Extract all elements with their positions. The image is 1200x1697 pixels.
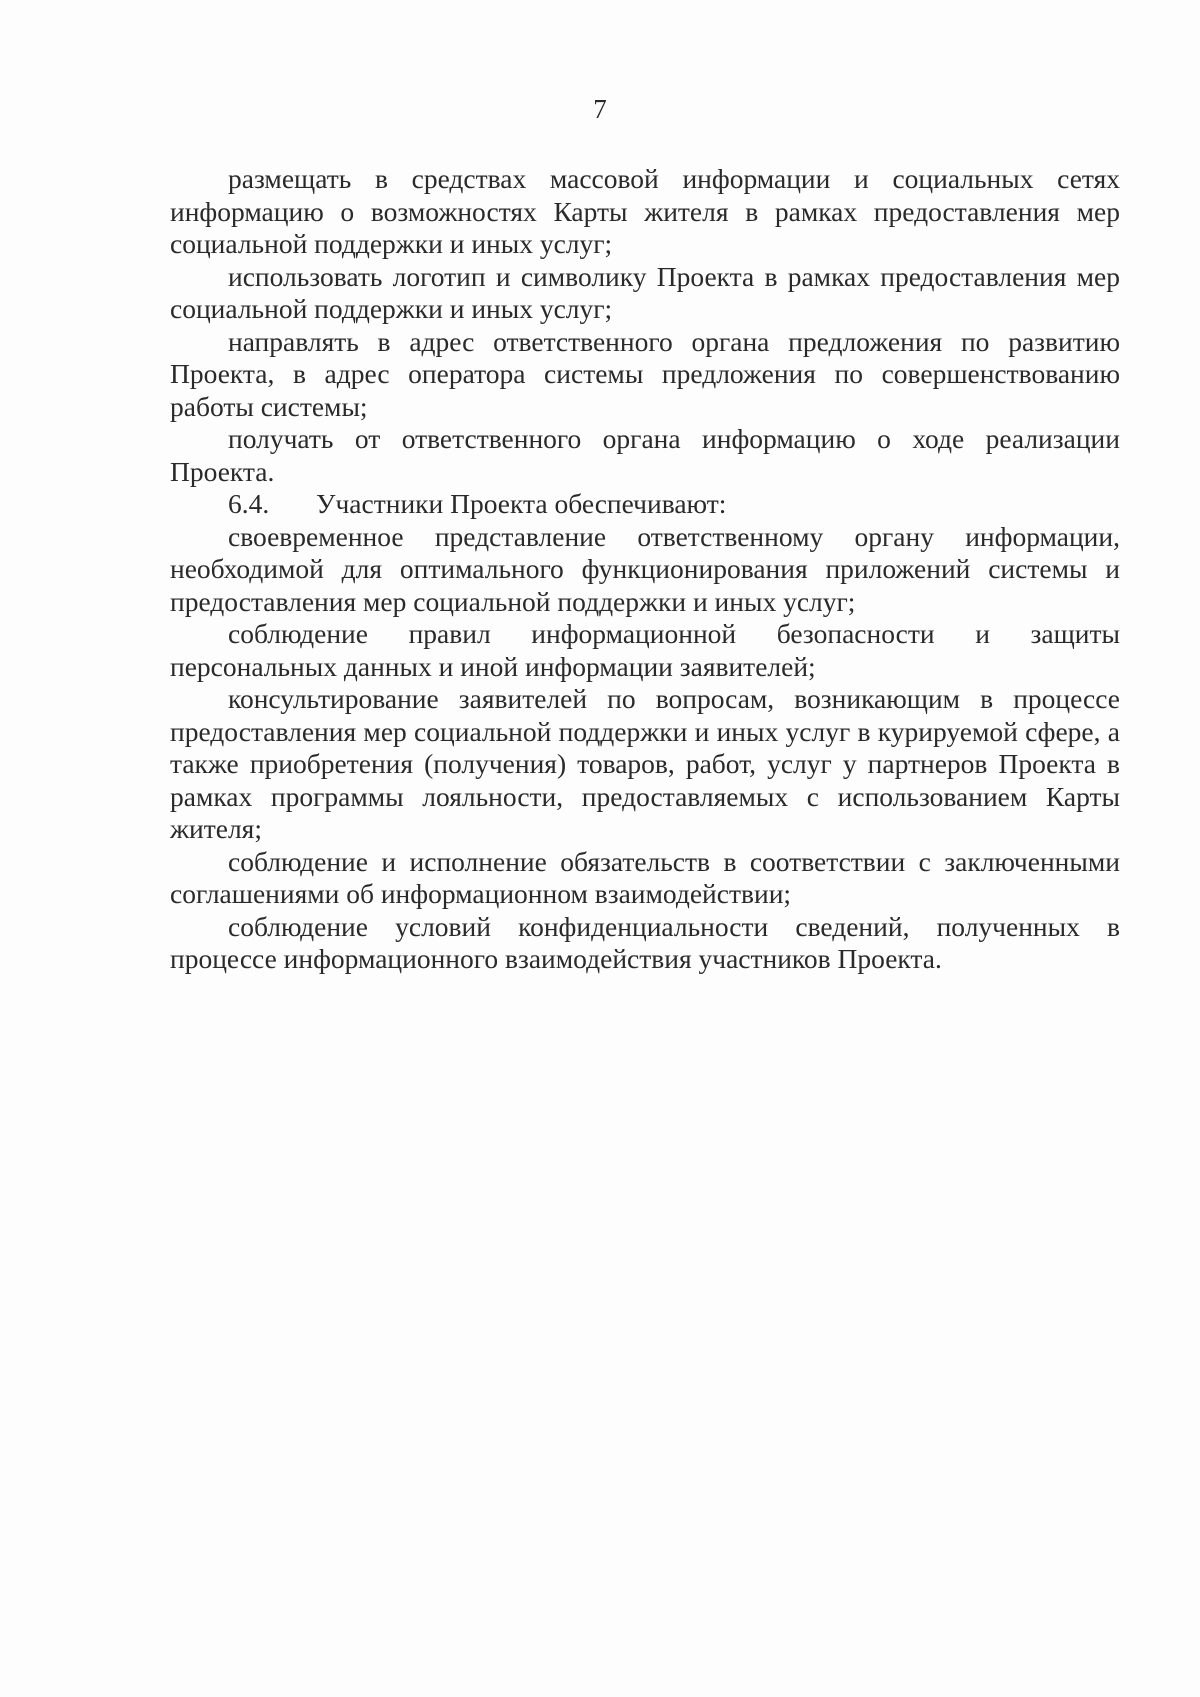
paragraph: соблюдение условий конфиденциальности сведений, полученных в процессе информационного взаимодействия участников Проекта. [170, 910, 1120, 974]
document-body [170, 163, 1120, 976]
paragraph: своевременное представление ответственному органу информации, необходимой для оптимального функционирования приложений системы и предоставления мер социальной поддержки и иных услуг; [170, 520, 1120, 617]
paragraph: соблюдение и исполнение обязательств в соответствии с заключенными соглашениями об информационном взаимодействии; [170, 845, 1120, 909]
section-number: 6.4. [228, 488, 270, 519]
paragraph: консультирование заявителей по вопросам, возникающим в процессе предоставления мер социальной поддержки и иных услуг в курируемой сфере, а также приобретения (получения) товаров, работ, услуг у партнеров Проекта в рамках программы лояльности, предоставляемых с использованием Карты жителя; [170, 683, 1120, 844]
section-heading [170, 488, 1120, 521]
paragraph: направлять в адрес ответственного органа предложения по развитию Проекта, в адрес оператора системы предложения по совершенствованию работы системы; [170, 325, 1120, 422]
paragraph: получать от ответственного органа информацию о ходе реализации Проекта. [170, 423, 1120, 487]
section-title: Участники Проекта обеспечивают: [316, 488, 727, 519]
paragraph: соблюдение правил информационной безопасности и защиты персональных данных и иной информации заявителей; [170, 618, 1120, 682]
paragraph: использовать логотип и символику Проекта в рамках предоставления мер социальной поддержки и иных услуг; [170, 260, 1120, 324]
page-number: 7 [593, 94, 607, 124]
paragraph: размещать в средствах массовой информации и социальных сетях информацию о возможностях Карты жителя в рамках предоставления мер социальной поддержки и иных услуг; [170, 163, 1120, 259]
